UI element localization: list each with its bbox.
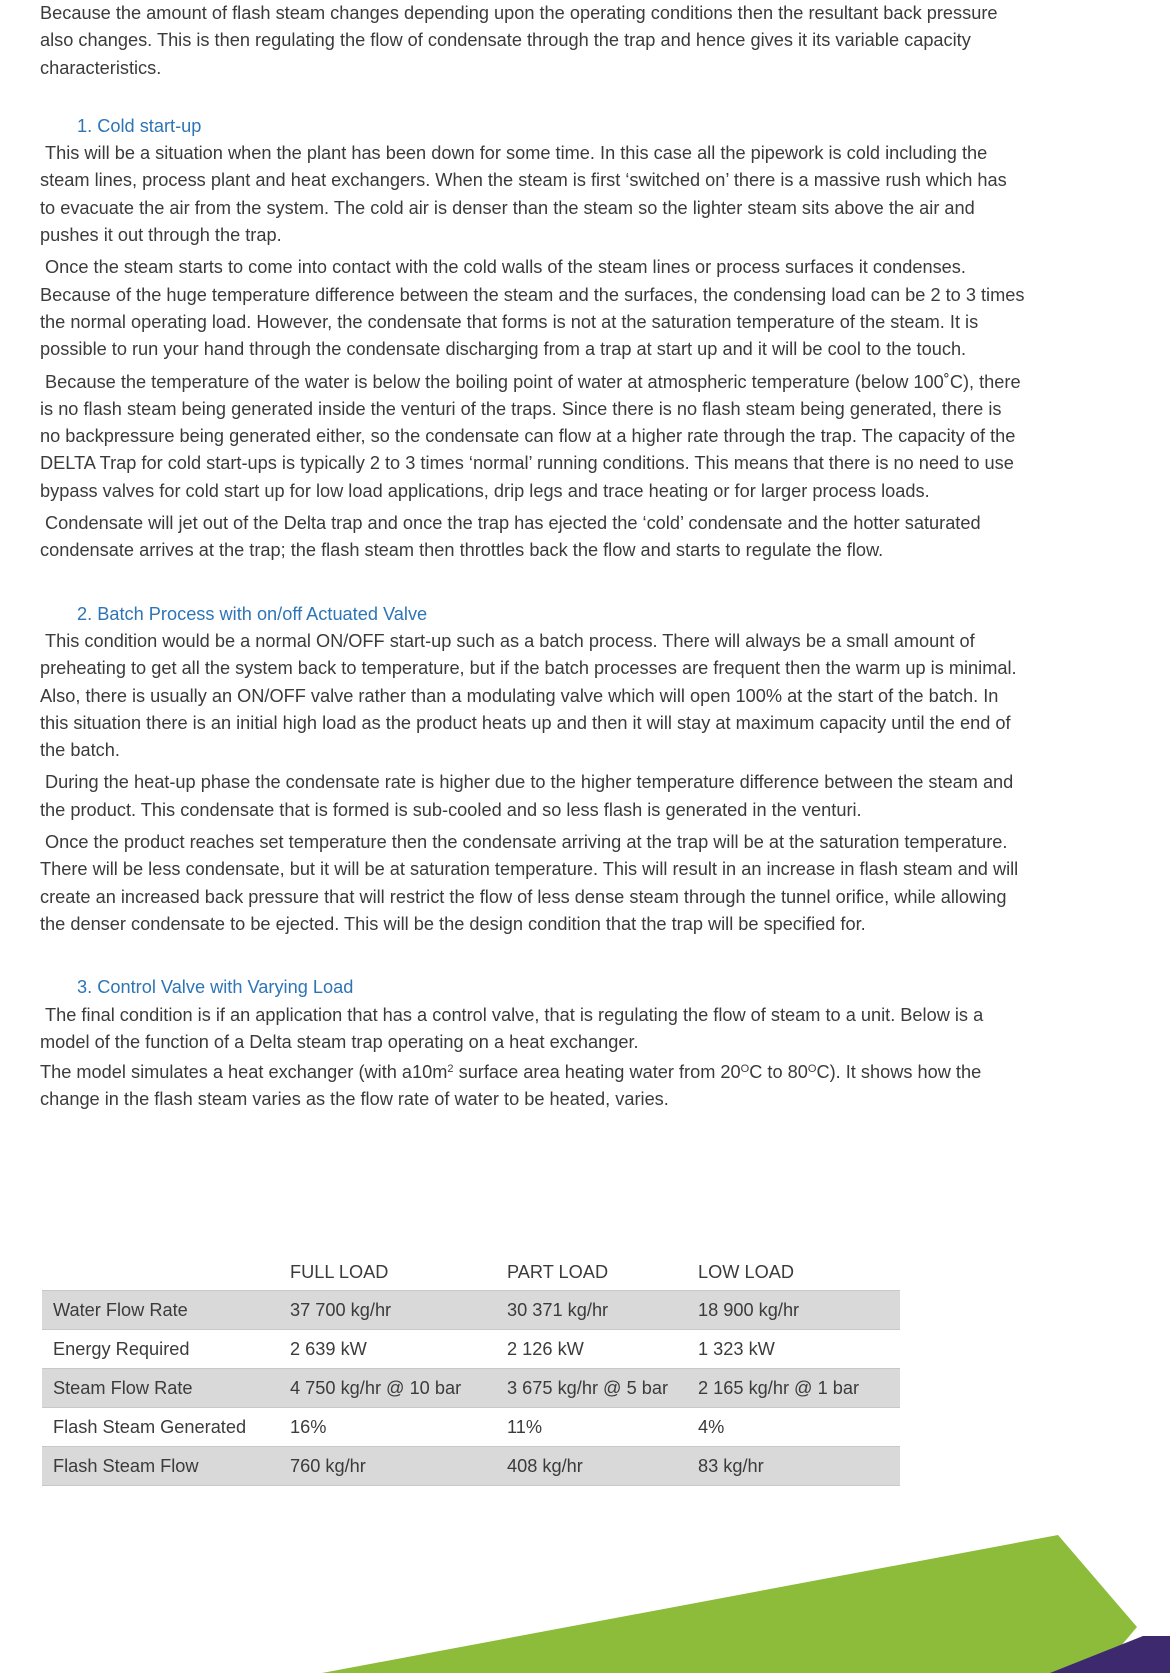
table-row — [42, 1447, 900, 1486]
table-cell: 30 371 kg/hr — [507, 1291, 698, 1330]
table-cell: 3 675 kg/hr @ 5 bar — [507, 1369, 698, 1408]
table-cell: 760 kg/hr — [290, 1447, 507, 1486]
section-number: 1. — [77, 115, 93, 136]
paragraph: This will be a situation when the plant has been down for some time. In this case all the pipework is cold including the steam lines, process plant and heat exchangers. When the steam is first ‘switched on’ there is a massive rush which has to evacuate the air from the system. The cold air is denser than the steam so the lighter steam sits above the air and pushes it out through the trap. — [40, 143, 1007, 246]
purple-swoosh-shape — [1050, 1636, 1170, 1673]
section-number: 3. — [77, 977, 93, 998]
paragraph: Once the product reaches set temperature then the condensate arriving at the trap will be at the saturation temperature. There will be less condensate, but it will be at saturation temperature. This will result in an increase in flash steam and will create an increased back pressure that will restrict the flow of less dense steam through the tunnel orifice, while allowing the denser condensate to be ejected. This will be the design condition that the trap will be specified for. — [40, 832, 1019, 934]
table-cell: 408 kg/hr — [507, 1447, 698, 1486]
table-cell: 83 kg/hr — [698, 1447, 900, 1486]
section-title: Cold start-up — [97, 115, 202, 136]
table-cell: 2 126 kW — [507, 1338, 584, 1359]
table-cell: 2 165 kg/hr @ 1 bar — [698, 1369, 900, 1408]
table-cell: 1 323 kW — [698, 1338, 775, 1359]
paragraph: This condition would be a normal ON/OFF start-up such as a batch process. There will always be a small amount of preheating to get all the system back to temperature, but if the batch processes are frequent then the warm up is minimal. Also, there is usually an ON/OFF valve rather than a modulating valve which will open 100% at the start of the batch. In this situation there is an initial high load as the product heats up and then it will stay at maximum capacity until the end of the batch. — [40, 630, 1017, 761]
section-number: 2. — [77, 603, 93, 624]
paragraph: Condensate will jet out of the Delta trap and once the trap has ejected the ‘cold’ condensate and the hotter saturated condensate arrives at the trap; the flash steam then throttles back the flow and starts to regulate the flow. — [40, 513, 981, 561]
paragraph: During the heat-up phase the condensate rate is higher due to the higher temperature difference between the steam and the product. This condensate that is formed is sub-cooled and so less flash is generated in the venturi. — [40, 772, 1014, 820]
load-comparison-table — [42, 1254, 900, 1486]
table-cell: 2 639 kW — [290, 1338, 367, 1359]
table-cell: Flash Steam Generated — [53, 1416, 247, 1437]
table-row — [42, 1291, 900, 1330]
table-cell: Energy Required — [53, 1338, 190, 1359]
section-title: Control Valve with Varying Load — [97, 977, 354, 998]
section-heading-control-valve — [40, 974, 1025, 1001]
table-cell: 37 700 kg/hr — [290, 1291, 507, 1330]
table-cell: Steam Flow Rate — [42, 1369, 290, 1408]
table-header-cell: PART LOAD — [507, 1261, 609, 1282]
table-row — [42, 1408, 900, 1447]
table-cell: 18 900 kg/hr — [698, 1291, 900, 1330]
table-cell: 11% — [507, 1416, 543, 1437]
document-body — [40, 0, 1025, 1114]
table-row — [42, 1330, 900, 1369]
paragraph: Because the temperature of the water is below the boiling point of water at atmospheric temperature (below 100˚C), there is no flash steam being generated inside the venturi of the traps. Since there is no flash steam being generated, there is no backpressure being generated either, so the condensate can flow at a higher rate through the trap. The capacity of the DELTA Trap for cold start-ups is typically 2 to 3 times ‘normal’ running conditions. This means that there is no need to use bypass valves for cold start up for low load applications, drip legs and trace heating or for larger process loads. — [40, 371, 1021, 501]
paragraph: Once the steam starts to come into contact with the cold walls of the steam lines or process surfaces it condenses. Because of the huge temperature difference between the steam and the surfaces, the condensing load can be 2 to 3 times the normal operating load. However, the condensate that forms is not at the saturation temperature of the steam. It is possible to run your hand through the condensate discharging from a trap at start up and it will be cool to the touch. — [40, 257, 1025, 360]
table-cell: Flash Steam Flow — [42, 1447, 290, 1486]
table-cell: 4% — [698, 1416, 725, 1437]
table-cell: Water Flow Rate — [42, 1291, 290, 1330]
table-row — [42, 1369, 900, 1408]
model-description-paragraph: The model simulates a heat exchanger (with $a10m^2$ surface area heating water from $20^OC$ to $80^OC$). It shows how the change in the flash steam varies as the flow rate of water to be heated, varies. — [40, 1062, 982, 1110]
section-title: Batch Process with on/off Actuated Valve — [97, 603, 428, 624]
section-heading-cold-start-up — [40, 113, 1025, 140]
table-header-row — [42, 1254, 900, 1291]
table-cell: 4 750 kg/hr @ 10 bar — [290, 1369, 507, 1408]
intro-paragraph: Because the amount of flash steam changes depending upon the operating conditions then the resultant back pressure also changes. This is then regulating the flow of condensate through the trap and hence gives it its variable capacity characteristics. — [40, 3, 998, 78]
table-header-cell: FULL LOAD — [290, 1261, 389, 1282]
green-swoosh-shape — [322, 1535, 1137, 1673]
table-header-cell: LOW LOAD — [698, 1261, 795, 1282]
table-cell: 16% — [290, 1416, 327, 1437]
table-header-cell — [42, 1254, 290, 1291]
section-heading-batch-process — [40, 601, 1025, 628]
paragraph: The final condition is if an application that has a control valve, that is regulating the flow of steam to a unit. Below is a model of the function of a Delta steam trap operating on a heat exchanger. — [40, 1004, 984, 1052]
